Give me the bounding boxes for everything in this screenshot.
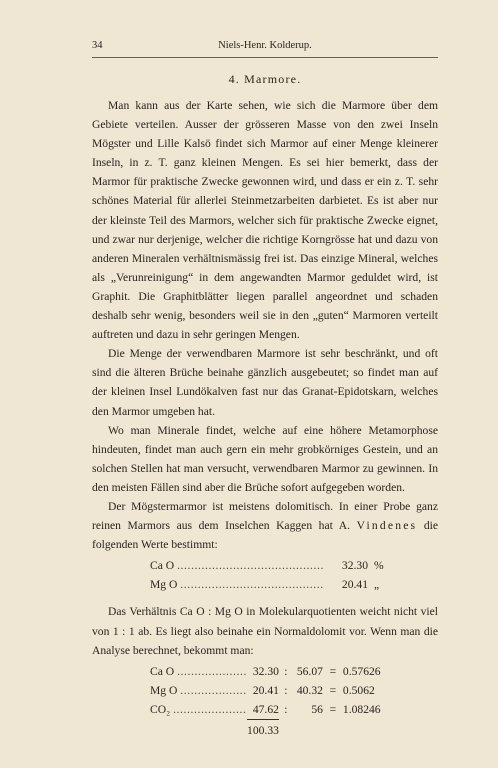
paragraph-text: Der Mögstermarmor ist meistens dolomitisch. In einer Probe ganz reinen Marmors aus dem Inselchen Kaggen hat A. <box>92 499 438 533</box>
table-row <box>150 662 381 681</box>
paragraph <box>92 497 438 554</box>
page-header <box>92 40 438 58</box>
formula: Ca O <box>150 664 175 678</box>
dot-leader: ..................... <box>173 702 247 716</box>
molecular-weight: 56 <box>311 702 323 716</box>
quotient: 1.08246 <box>342 702 381 716</box>
table-row <box>150 681 381 700</box>
paragraph: Das Verhältnis Ca O : Mg O in Molekularquotienten weicht nicht viel von 1 : 1 ab. Es liegt also beinahe ein Normaldolomit vor. Wenn man die Analyse berechnet, bekommt man: <box>92 605 438 657</box>
dot-leader: .................... <box>177 664 248 678</box>
quotient: 0.5062 <box>342 683 375 697</box>
table-row <box>150 700 381 720</box>
table-row <box>150 556 384 575</box>
equals-sign: = <box>329 683 337 697</box>
unit: % <box>374 559 384 573</box>
value: 47.62 <box>252 702 279 716</box>
formula: Mg O <box>150 683 178 697</box>
calculation-table <box>150 662 381 740</box>
section-title: 4. Marmore. <box>228 72 302 86</box>
dot-leader: ................... <box>180 683 247 697</box>
formula: CO₂ <box>150 702 171 716</box>
paragraph: Wo man Minerale findet, welche auf eine höhere Metamorphose hindeuten, findet man auch gern ein mehr grobkörniges Gestein, und an solchen Stellen hat man versucht, verwendbaren Marmor zu gewinnen. In den meisten Fällen sind aber die Brüche sofort aufgegeben worden. <box>92 423 438 494</box>
quotient: 0.57626 <box>342 664 381 678</box>
formula: Ca O <box>150 559 175 573</box>
table-total-row <box>150 720 381 741</box>
equals-sign: = <box>329 702 337 716</box>
sum-total: 100.33 <box>247 720 279 741</box>
table-row <box>150 575 384 594</box>
value: 20.41 <box>252 683 279 697</box>
body-text <box>92 96 438 740</box>
molecular-weight: 56.07 <box>296 664 323 678</box>
analysis-table <box>150 556 384 594</box>
separator: : <box>284 702 288 716</box>
equals-sign: = <box>329 664 337 678</box>
separator: : <box>284 683 288 697</box>
value: 20.41 <box>341 578 368 592</box>
paragraph-text: die folgenden Werte bestimmt: <box>92 519 438 552</box>
dot-leader: .......................................... <box>177 559 324 573</box>
page-number: 34 <box>92 40 103 51</box>
unit: „ <box>374 578 380 592</box>
paragraph: Die Menge der verwendbaren Marmore ist sehr beschränkt, und oft sind die älteren Brüche beinahe gänzlich ausgebeutet; so findet man auf der kleinen Insel Lundökalven fast nur das Granat-Epidotskarn, welches den Marmor umgeben hat. <box>92 347 438 418</box>
separator: : <box>284 664 288 678</box>
value: 32.30 <box>252 664 279 678</box>
paragraph: Man kann aus der Karte sehen, wie sich die Marmore über dem Gebiete verteilen. Ausser der grösseren Masse von den zwei Inseln Mögster und Lille Kalsö findet sich Marmor auf einer Menge kleinerer Inseln, in z. T. ganz kleinen Mengen. Es sei hier bemerkt, dass der Marmor für praktische Zwecke gewonnen wird, und dass er ein z. T. sehr schönes Material für allerlei Steinmetzarbeiten darbietet. Es ist aber nur der kleinste Teil des Marmors, welcher sich für praktische Zwecke eignet, und zwar nur derjenige, welcher die richtige Korngrösse hat und dazu von anderen Mineralen verhältnismässig frei ist. Das einzige Mineral, welches als „Verunreinigung“ in dem angewandten Marmor geduldet wird, ist Graphit. Die Graphitblätter liegen parallel angeordnet und schaden deshalb sehr wenig, besonders weil sie in den „guten“ Marmoren verteilt auftreten und dazu in sehr geringen Mengen. <box>92 99 438 342</box>
value: 32.30 <box>341 559 368 573</box>
author-name: Vindenes <box>356 519 418 533</box>
molecular-weight: 40.32 <box>296 683 323 697</box>
running-title: Niels-Henr. Kolderup. <box>218 40 312 51</box>
dot-leader: ......................................... <box>180 578 324 592</box>
formula: Mg O <box>150 578 178 592</box>
